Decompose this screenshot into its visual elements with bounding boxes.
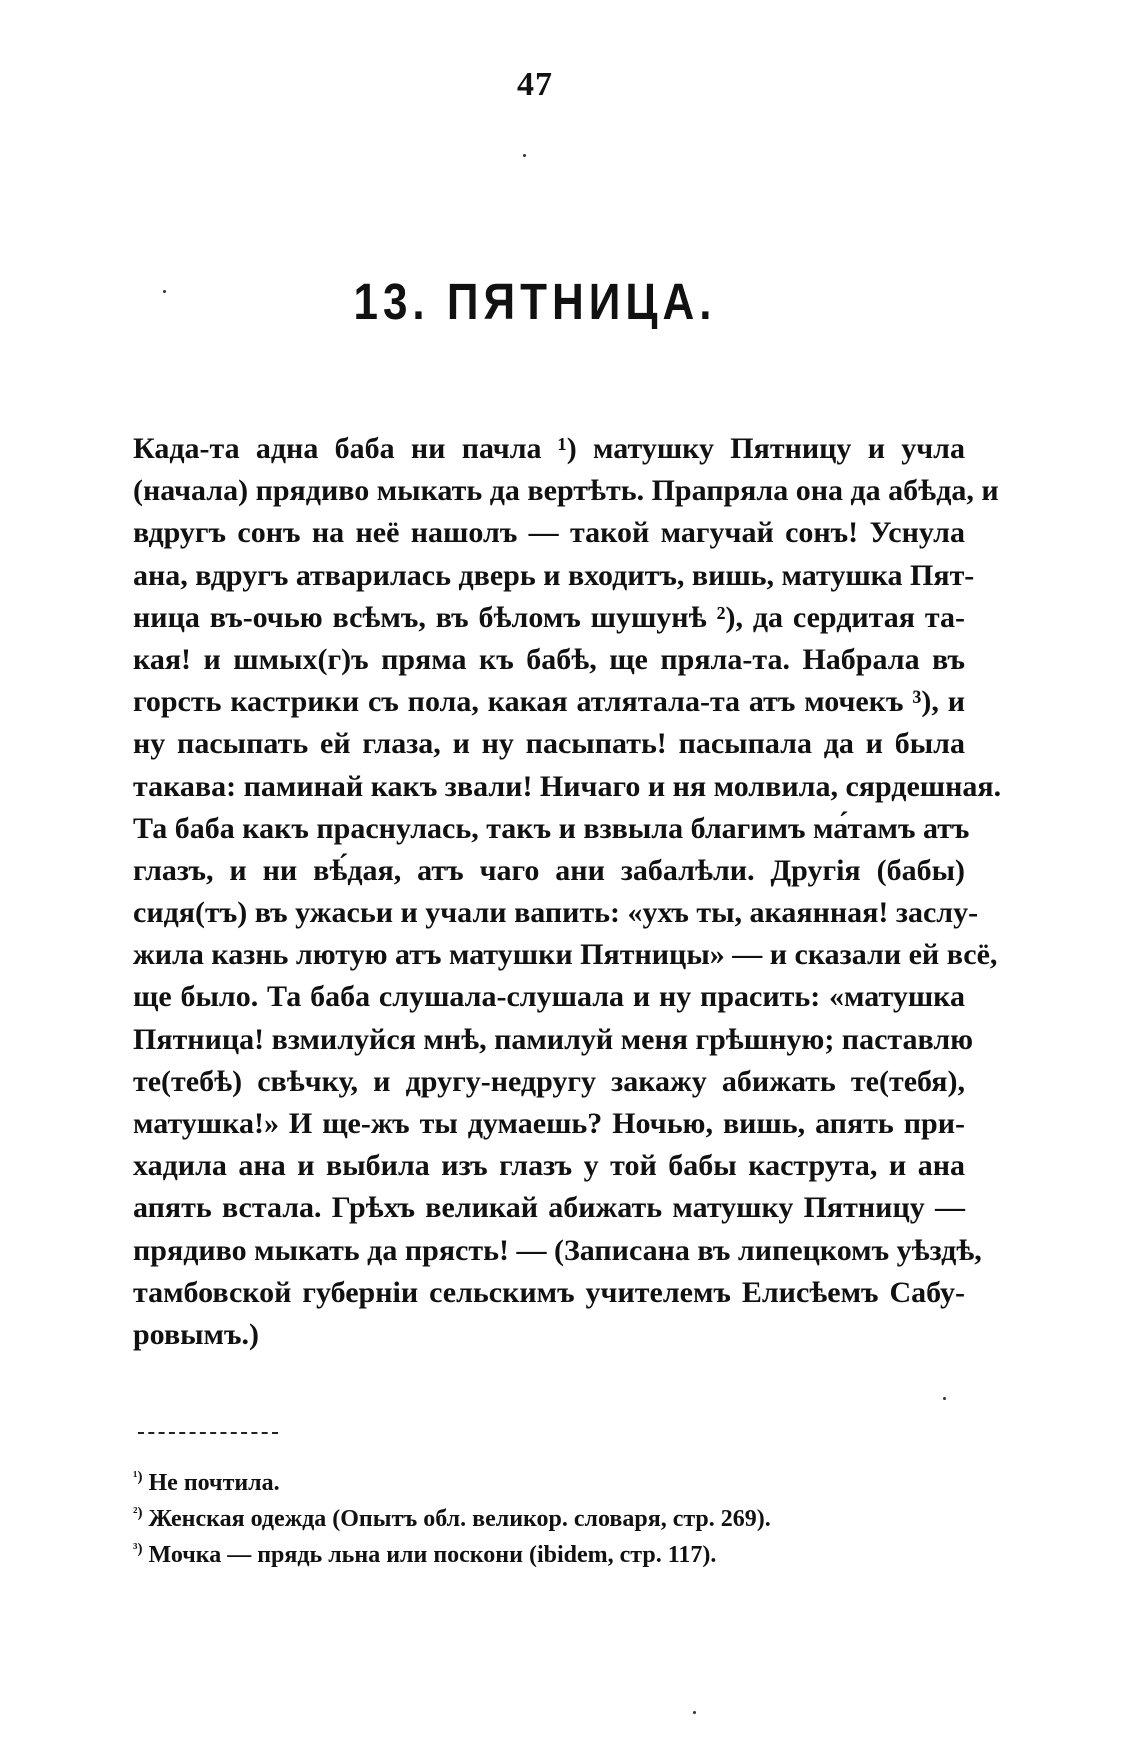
chapter-title: 13. ПЯТНИЦА. [353, 274, 717, 331]
text-line: сидя(тъ) въ ужасьи и учали вапить: «ухъ ты, акаянная! заслу- [133, 896, 979, 930]
text-line: Та баба какъ праснулась, такъ и взвыла благимъ ма́тамъ атъ [133, 811, 970, 845]
text-line: ана, вдругъ атварилась дверь и входитъ, вишь, матушка Пят- [133, 558, 975, 592]
text-line: матушка!» И ще-жъ ты думаешь? Ночью, вишь, апять при- [133, 1107, 965, 1140]
footnote-marker: ³) [133, 1541, 143, 1557]
text-line: горсть кастрики съ пола, какая атлятала-та атъ мочекъ ³), и [133, 685, 965, 719]
footnote-marker: ²) [133, 1505, 143, 1521]
footnote-text: Мочка — прядь льна или поскони (ibidem, стр. 117). [148, 1542, 717, 1568]
text-line: вдругъ сонъ на неё нашолъ — такой магучай сонъ! Уснула [133, 516, 965, 550]
footnote-2 [133, 1501, 953, 1537]
footnote-divider [138, 1432, 278, 1434]
text-line: те(тебѣ) свѣчку, и другу-недругу закажу абижать те(тебя), [133, 1064, 965, 1098]
footnote-marker: ¹) [133, 1469, 143, 1485]
text-line: ница въ-очью всѣмъ, въ бѣломъ шушунѣ ²), да сердитая та- [133, 600, 965, 634]
text-line: тамбовской губерніи сельскимъ учителемъ Елисѣемъ Сабу- [133, 1275, 965, 1309]
text-line: жила казнь лютую атъ матушки Пятницы» — и сказали ей всё, [133, 938, 998, 972]
print-speck [943, 1397, 946, 1400]
text-line: (начала) прядиво мыкать да вертѣть. Прапряла она да абѣда, и [133, 474, 999, 508]
footnote-text: Не почтила. [148, 1470, 280, 1496]
footnote-text: Женская одежда (Опытъ обл. великор. словаря, стр. 269). [148, 1506, 771, 1532]
text-line: ровымъ.) [133, 1317, 259, 1351]
text-line: такава: паминай какъ звали! Ничаго и ня молвила, сярдешная. [133, 769, 1002, 803]
text-line: прядиво мыкать да прясть! — (Записана въ липецкомъ уѣздѣ, [133, 1233, 982, 1267]
footnote-3 [133, 1537, 953, 1573]
body-text [133, 428, 1002, 1356]
text-line: хадила ана и выбила изъ глазъ у той бабы каструта, и ана [133, 1149, 965, 1183]
footnote-1 [133, 1465, 953, 1501]
text-line: апять встала. Грѣхъ великай абижать матушку Пятницу — [133, 1191, 965, 1225]
text-line: глазъ, и ни вѣ́дая, атъ чаго ани забалѣли. Другія (бабы) [133, 853, 965, 887]
text-line: Када-та адна баба ни пачла ¹) матушку Пятницу и учла [133, 432, 965, 465]
text-line: ну пасыпать ей глаза, и ну пасыпать! пасыпала да и была [133, 727, 965, 761]
text-line: кая! и шмых(г)ъ пряма къ бабѣ, ще пряла-та. Набрала въ [133, 642, 965, 676]
page-number: 47 [517, 66, 553, 103]
print-speck [523, 154, 526, 157]
print-speck [163, 290, 166, 293]
text-line: ще было. Та баба слушала-слушала и ну прасить: «матушка [133, 980, 965, 1014]
footnotes [133, 1465, 953, 1573]
text-line: Пятница! взмилуйся мнѣ, памилуй меня грѣшную; паставлю [133, 1022, 974, 1056]
print-speck [693, 1711, 696, 1714]
